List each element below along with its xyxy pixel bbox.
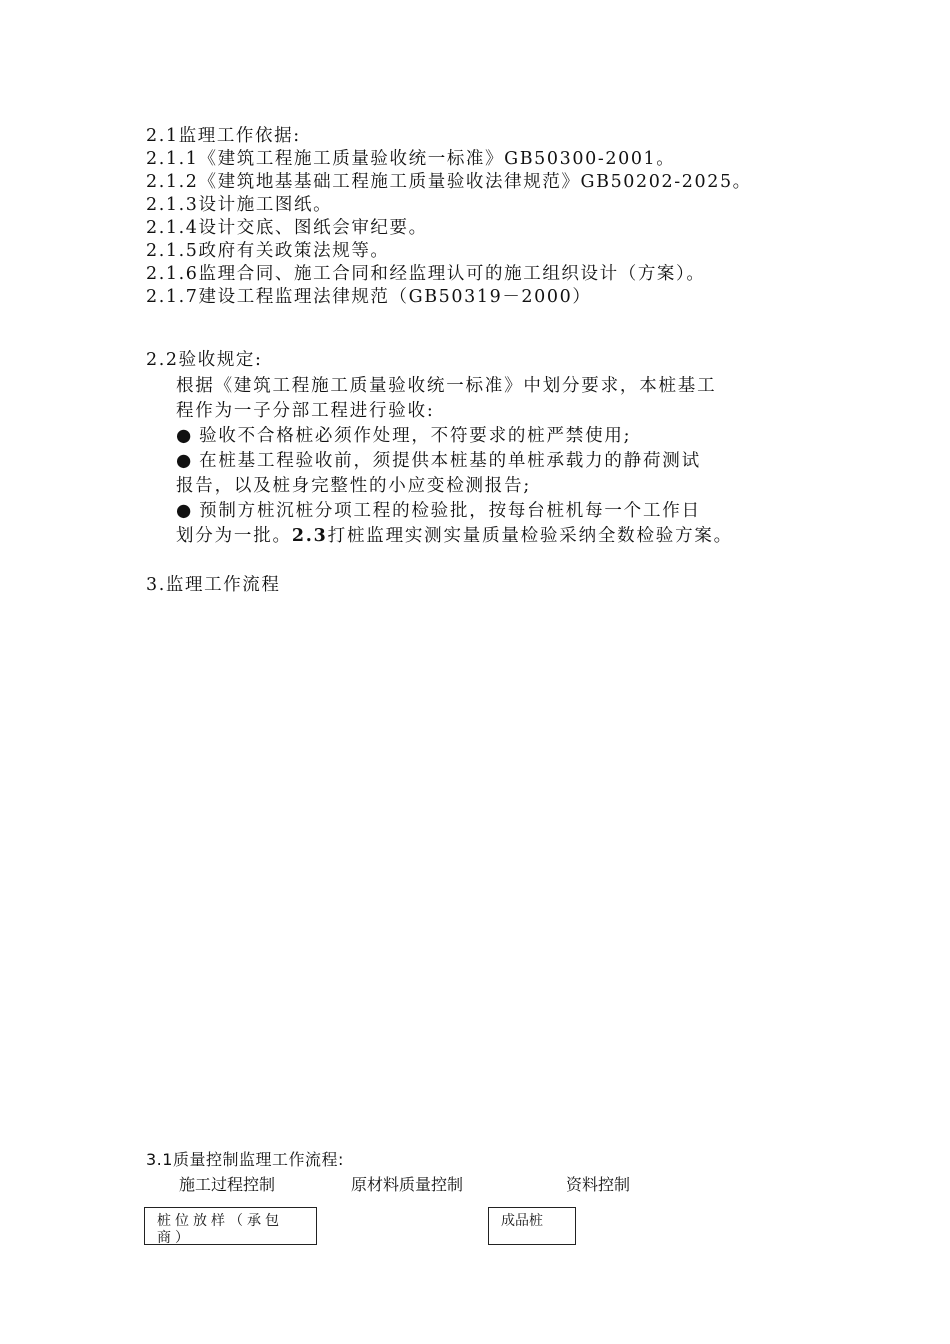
flow-title: 3.1质量控制监理工作流程: — [146, 1150, 344, 1169]
bullet-item — [176, 500, 816, 523]
bullet-icon: ● — [176, 426, 194, 446]
bullet-text: 验收不合格桩必须作处理，不符要求的桩严禁使用; — [199, 426, 632, 446]
flow-column-label: 施工过程控制 — [179, 1175, 276, 1194]
paragraph-line: 根据《建筑工程施工质量验收统一标准》中划分要求，本桩基工 — [176, 376, 717, 396]
list-item: 2.1.2《建筑地基基础工程施工质量验收法律规范》GB50202-2025。 — [146, 172, 752, 192]
flow-box-label: 桩位放样（承包商） — [157, 1213, 283, 1245]
bullet-text: 在桩基工程验收前，须提供本桩基的单桩承载力的静荷测试 — [199, 451, 701, 471]
section-2-1-title: 2.1监理工作依据: — [146, 126, 301, 146]
list-item: 2.1.7建设工程监理法律规范（GB50319－2000） — [146, 287, 592, 307]
bullet-icon: ● — [176, 451, 194, 471]
section-2-1 — [146, 125, 752, 309]
section-2-3-text: 打桩监理实测实量质量检验采纳全数检验方案。 — [327, 526, 733, 546]
bullet-item — [176, 425, 816, 448]
bullet-item — [176, 450, 816, 473]
section-3-heading: 3.监理工作流程 — [146, 575, 281, 595]
list-item: 2.1.5政府有关政策法规等。 — [146, 241, 390, 261]
bullet-icon: ● — [176, 501, 194, 521]
section-2-3-number: 2.3 — [291, 526, 328, 546]
paragraph-line — [176, 525, 816, 548]
flow-column-label: 资料控制 — [566, 1175, 631, 1194]
paragraph-line: 程作为一子分部工程进行验收: — [176, 401, 435, 421]
paragraph-line: 报告，以及桩身完整性的小应变检测报告; — [176, 476, 532, 496]
list-item: 2.1.4设计交底、图纸会审纪要。 — [146, 218, 428, 238]
list-item: 2.1.6监理合同、施工合同和经监理认可的施工组织设计（方案）。 — [146, 264, 706, 284]
section-2-2-heading: 2.2验收规定: — [146, 350, 263, 370]
flow-box-label: 成品桩 — [501, 1213, 543, 1229]
section-2-2-body — [176, 375, 816, 548]
list-item: 2.1.1《建筑工程施工质量验收统一标准》GB50300-2001。 — [146, 149, 676, 169]
flow-box-finished-pile — [488, 1207, 576, 1245]
bullet-text: 预制方桩沉桩分项工程的检验批，按每台桩机每一个工作日 — [199, 501, 701, 521]
section-2-2-title — [146, 349, 263, 372]
section-3-title — [146, 574, 281, 597]
paragraph-text: 划分为一批。 — [176, 526, 292, 546]
flow-box-pile-layout — [144, 1207, 317, 1245]
list-item: 2.1.3设计施工图纸。 — [146, 195, 333, 215]
flow-column-label: 原材料质量控制 — [351, 1175, 464, 1194]
